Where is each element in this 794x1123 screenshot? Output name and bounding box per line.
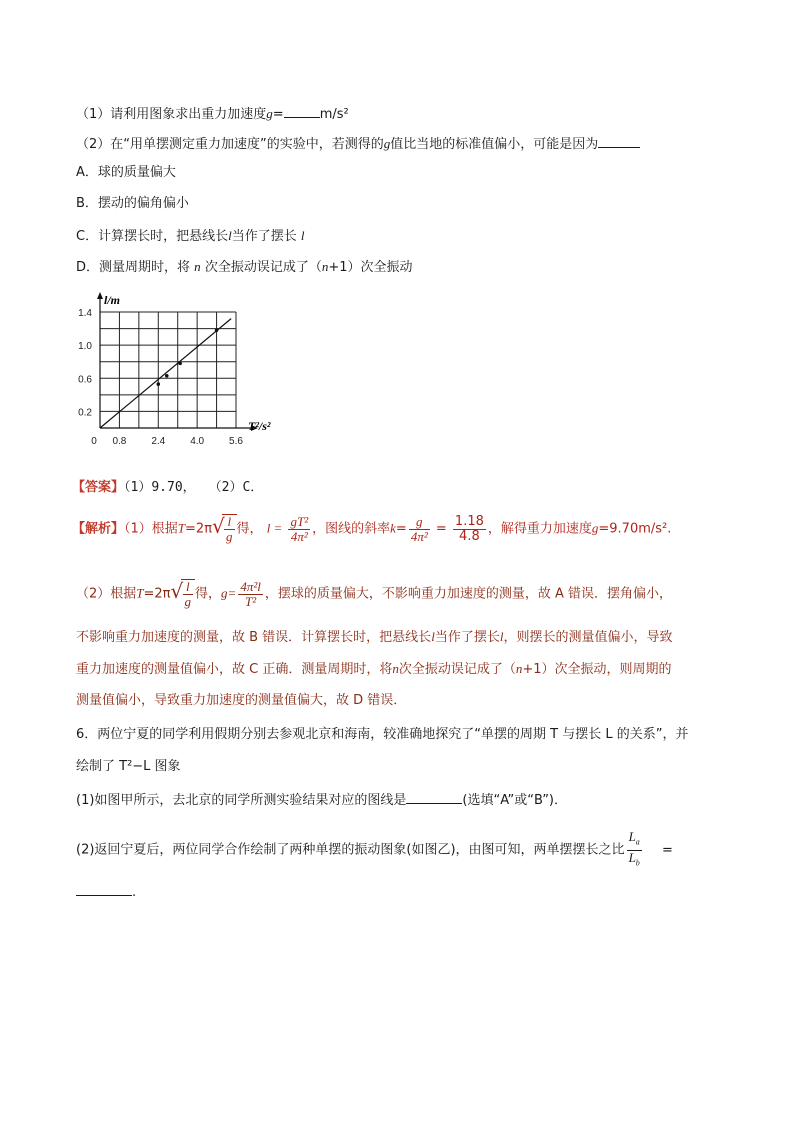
q6-line-2: 绘制了 T²−L 图象 (76, 759, 181, 774)
y-tick-label: 1.4 (78, 308, 92, 319)
x-tick-label: 0.8 (112, 436, 127, 447)
frac-La-over-Lb: $\frac{L_a}{L_b}$ (628, 829, 640, 868)
sqrt-l-over-g: √ $\frac{l}{g}$ (212, 514, 237, 544)
q6-sub-1: (1)如图甲所示，去北京的同学所测实验结果对应的图线是 (选填“A”或“B”)． (76, 790, 567, 810)
x-tick-label: 5.6 (229, 436, 243, 447)
option-d: D．测量周期时，将 n 次全振动误记成了（n+1）次全振动 (76, 259, 413, 275)
q6-sub-2: (2)返回宁夏后，两位同学合作绘制了两种单摆的振动图象(如图乙)，由图可知，两单摆摆长之比 $\frac{L_a}{L_b}$ = (76, 830, 673, 870)
frac-slope-value: $\frac{1.18}{4.8}$ (454, 513, 484, 544)
analysis-line-3: 不影响重力加速度的测量，故 B 错误．计算摆长时，把悬线长l当作了摆长l，则摆长的测量值偏小，导致 (76, 629, 673, 645)
analysis-line-4: 重力加速度的测量值偏小，故 C 正确．测量周期时，将n次全振动误记成了（n+1）次全振动，则周期的 (76, 661, 672, 677)
y-axis-arrow (97, 292, 103, 299)
analysis-line-5: 测量值偏小，导致重力加速度的测量值偏大，故 D 错误． (76, 693, 407, 708)
answer-blank-line (406, 790, 462, 804)
sqrt-l-over-g-2: √ $\frac{l}{g}$ (171, 579, 196, 609)
q6-answer-blank-line: . (76, 882, 136, 902)
y-tick-label: 1.0 (78, 341, 92, 353)
y-tick-label: 0.2 (78, 407, 92, 419)
x-tick-origin: 0 (91, 436, 97, 447)
answer-blank-reason (598, 134, 640, 148)
frac-gT2-over-4pi2: $\frac{\text{gT²}}{\text{4π²}}$ (290, 513, 309, 544)
x-tick-label: 2.4 (151, 436, 166, 447)
data-point (215, 328, 219, 332)
analysis-line-1: 【解析】（1）根据T=2π √ $\frac{l}{g}$ 得， l = $\frac{\text{gT²}}{\text{4π²}}$ ，图线的斜率k= $\frac{g}{\text{4π²}}$ = $\frac{1.18}{4.8}$ ，解得重力加速度g=9.70m/s². (72, 514, 671, 544)
data-point (156, 382, 160, 386)
frac-g-over-4pi2: $\frac{g}{\text{4π²}}$ (410, 513, 428, 544)
data-point (165, 374, 169, 378)
answer-blank-ratio (76, 882, 132, 896)
option-a: A．球的质量偏大 (76, 165, 176, 180)
pendulum-chart (70, 292, 290, 462)
chart-xlabel: T²/s² (248, 419, 271, 433)
option-b: B．摆动的偏角偏小 (76, 196, 189, 211)
frac-4pi2l-over-T2: $\frac{\text{4π²l}}{\text{T²}}$ (240, 578, 261, 609)
question-2: （2）在“用单摆测定重力加速度”的实验中，若测得的g值比当地的标准值偏小，可能是因为 (76, 134, 640, 154)
option-c: C．计算摆长时，把悬线长l当作了摆长 l (76, 228, 305, 244)
x-tick-label: 4.0 (190, 436, 205, 447)
answer-line: 【答案】（1）9.70， （2）C． (72, 480, 264, 495)
question-1: （1）请利用图象求出重力加速度g= m/s² (76, 106, 349, 122)
y-tick-label: 0.6 (78, 374, 92, 386)
analysis-line-2: （2）根据T=2π √ $\frac{l}{g}$ 得，g= $\frac{\text{4π²l}}{\text{T²}}$ ，摆球的质量偏大，不影响重力加速度的测量，故 A 错误．摆角偏小， (76, 579, 672, 609)
chart-ylabel: l/m (104, 293, 121, 307)
data-point (178, 362, 182, 366)
answer-blank-g (284, 104, 320, 118)
q6-line-1: 6．两位宁夏的同学利用假期分别去参观北京和海南，较准确地探究了“单摆的周期 T 与摆长 L 的关系”，并 (76, 727, 689, 742)
